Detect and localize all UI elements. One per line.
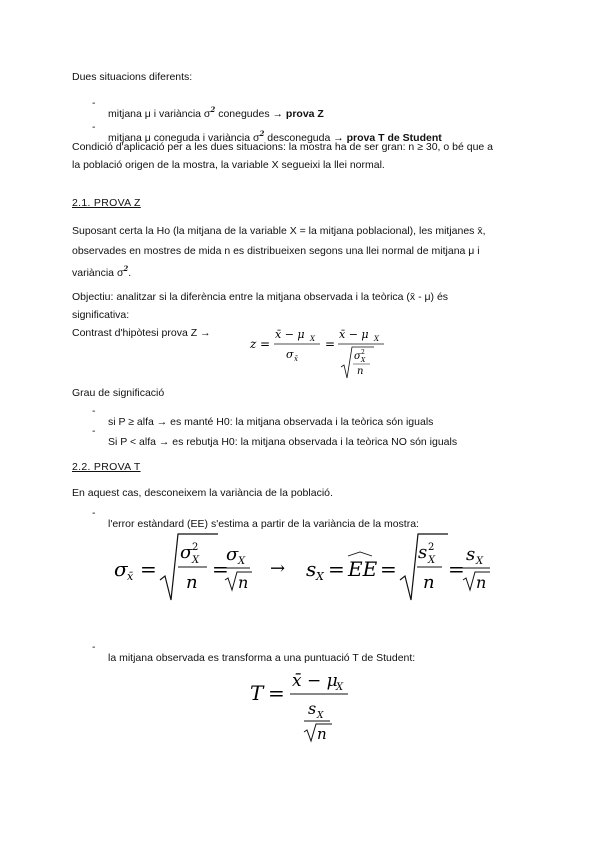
section-t-item-1: l'error estàndard (EE) s'estima a partir de la variància de la mostra: [108, 517, 419, 530]
condition-line-1: Condició d'aplicació per a les dues situacions: la mostra ha de ser gran: n ≥ 30, o bé que a [72, 141, 494, 153]
grau-item-1: si P ≥ alfa → es manté H0: la mitjana observada i la teòrica són iguals [108, 415, 434, 428]
objective-line-2: significativa: [72, 309, 130, 321]
svg-text:=: = [448, 557, 465, 581]
svg-text:X: X [336, 682, 344, 693]
grau-title: Grau de significació [72, 387, 165, 399]
bullet2-text: mitjana μ coneguda i variància σ [108, 131, 260, 144]
svg-text:σ: σ [180, 542, 193, 563]
svg-text:2: 2 [428, 542, 435, 553]
svg-text:s: s [418, 542, 428, 563]
svg-text:s: s [306, 557, 317, 581]
svg-text:=: = [380, 557, 397, 581]
bullet1-mid: conegudes → [215, 107, 286, 120]
para1-line3-sup: 2 [123, 264, 129, 273]
svg-text:=: = [140, 557, 157, 581]
section-heading-z: 2.1. PROVA Z [72, 197, 141, 209]
objective-line-1: Objectiu: analitzar si la diferència entre la mitjana observada i la teòrica (x̄ - μ) és [72, 291, 449, 303]
bullet2-bold: prova T de Student [346, 131, 442, 144]
para1-line-1: Suposant certa la Ho (la mitjana de la variable X = la mitjana poblacional), les mitjanes x̄, [72, 225, 486, 237]
svg-text:x̄ − μ: x̄ − μ [339, 328, 369, 341]
svg-text:n: n [317, 725, 327, 743]
svg-text:X: X [428, 555, 436, 566]
t-student-formula [248, 664, 358, 744]
para1-line3-end: . [128, 267, 132, 279]
bullet-marker: - [92, 507, 96, 519]
svg-text:X: X [316, 570, 324, 583]
svg-text:=: = [325, 337, 336, 351]
grau-item-2: Si P < alfa → es rebutja H0: la mitjana observada i la teòrica NO són iguals [108, 435, 458, 448]
svg-text:2: 2 [361, 349, 365, 356]
svg-text:X: X [361, 357, 366, 364]
svg-text:EE: EE [348, 557, 378, 581]
svg-text:→: → [270, 558, 286, 579]
svg-text:n: n [238, 573, 249, 592]
svg-text:σ: σ [286, 348, 294, 361]
z-test-formula [248, 322, 388, 382]
para1-line-2: observades en mostres de mida n es distribueixen segons una llei normal de mitjana μ i [72, 245, 480, 257]
section-heading-t: 2.2. PROVA T [72, 461, 141, 473]
bullet2-sup: 2 [259, 128, 265, 138]
svg-text:z: z [250, 337, 257, 351]
svg-text:2: 2 [192, 542, 199, 553]
bullet1-sup: 2 [210, 104, 216, 114]
svg-text:x̄: x̄ [294, 355, 298, 363]
contrast-label: Contrast d'hipòtesi prova Z → [72, 327, 211, 339]
svg-text:=: = [268, 681, 285, 705]
svg-text:X: X [476, 556, 484, 567]
section-t-item-2: la mitjana observada es transforma a una puntuació T de Student: [108, 651, 416, 664]
svg-text:x̄: x̄ [127, 570, 134, 583]
svg-text:σ: σ [226, 544, 239, 565]
bullet1-text: mitjana μ i variància σ [108, 107, 211, 120]
para1-line-3 [72, 266, 528, 281]
svg-text:=: = [212, 557, 229, 581]
svg-text:n: n [423, 572, 435, 593]
svg-text:=: = [260, 337, 271, 351]
section-t-intro: En aquest cas, desconeixem la variància de la població. [72, 487, 333, 499]
bullet2-mid: desconeguda → [264, 131, 347, 144]
bullet-marker: - [92, 641, 96, 653]
svg-text:σ: σ [114, 557, 128, 581]
svg-text:s: s [466, 544, 476, 565]
svg-text:X: X [374, 335, 379, 343]
svg-text:n: n [476, 573, 487, 592]
svg-text:X: X [238, 556, 246, 567]
condition-line-2: la població origen de la mostra, la variable X segueixi la llei normal. [72, 159, 385, 171]
intro-title: Dues situacions diferents: [72, 71, 193, 83]
bullet-marker: - [92, 425, 96, 437]
bullet-marker: - [92, 121, 96, 133]
svg-text:=: = [328, 557, 345, 581]
para1-line3-text: variància σ [72, 267, 124, 279]
svg-text:X: X [317, 711, 324, 721]
bullet1-bold: prova Z [285, 107, 324, 120]
svg-text:n: n [357, 366, 364, 377]
bullet-marker: - [92, 97, 96, 109]
svg-text:X: X [310, 335, 315, 343]
svg-text:σ: σ [354, 351, 361, 362]
svg-text:T: T [250, 681, 264, 705]
svg-text:X: X [192, 555, 200, 566]
svg-text:s: s [308, 699, 317, 718]
intro-bullet-1 [108, 104, 324, 122]
svg-text:x̄ − μ: x̄ − μ [292, 671, 338, 691]
svg-text:n: n [186, 572, 198, 593]
standard-error-formula [110, 528, 495, 604]
svg-text:x̄ − μ: x̄ − μ [275, 328, 305, 341]
bullet-marker: - [92, 405, 96, 417]
